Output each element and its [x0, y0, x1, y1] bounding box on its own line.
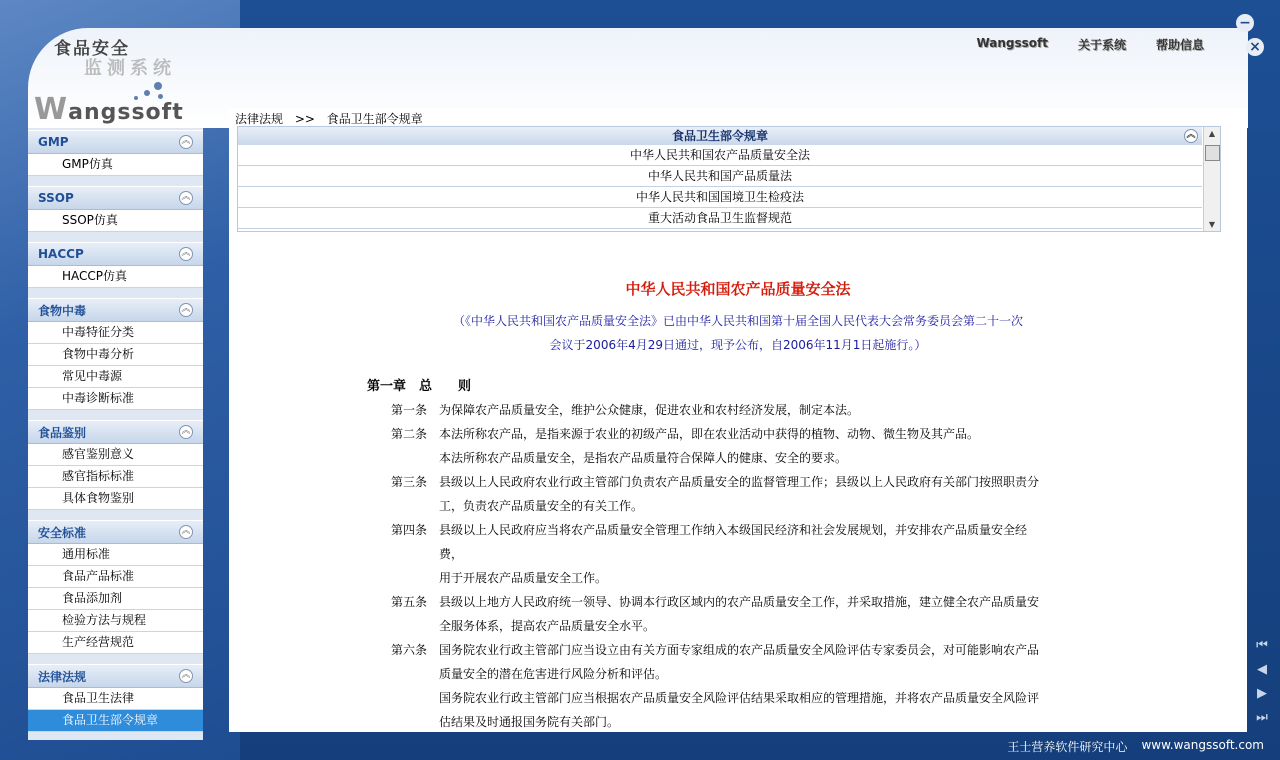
article-line: [391, 422, 1247, 446]
article-text: 工，负责农产品质量安全的有关工作。: [439, 499, 644, 513]
article-number: 第四条: [391, 523, 428, 537]
link-about[interactable]: 关于系统: [1077, 38, 1126, 52]
sidebar-section-6[interactable]: [28, 664, 203, 688]
article-text: 国务院农业行政主管部门应当根据农产品质量安全风险评估结果采取相应的管理措施，并将农产品质量安全风险评: [439, 691, 1040, 705]
close-icon[interactable]: ×: [1246, 38, 1264, 56]
breadcrumb-level2: 食品卫生部令规章: [326, 112, 423, 126]
law-list-header: 食品卫生部令规章 ︽: [238, 127, 1202, 145]
article-text: 全服务体系，提高农产品质量安全水平。: [439, 619, 656, 633]
logo-line1: 食品安全: [54, 39, 130, 59]
prev-page-icon[interactable]: ◀: [1257, 662, 1267, 677]
sidebar-separator: [28, 654, 203, 662]
collapse-icon[interactable]: ︽: [179, 669, 193, 683]
article-line: [391, 446, 1247, 470]
sidebar-item[interactable]: 中毒特征分类: [28, 322, 203, 344]
scroll-down-icon[interactable]: ▼: [1208, 220, 1216, 229]
article-line: [391, 518, 1247, 566]
doc-title: 中华人民共和国农产品质量安全法: [625, 280, 851, 298]
footer-url[interactable]: www.wangssoft.com: [1141, 738, 1264, 752]
collapse-icon[interactable]: ︽: [179, 525, 193, 539]
article-line: [391, 710, 1247, 734]
article-line: [391, 398, 1247, 422]
article-number: [391, 446, 439, 470]
logo-line2: 监测系统: [84, 58, 176, 79]
footer-org: 王士营养软件研究中心: [1007, 740, 1128, 754]
sidebar-item[interactable]: 感官指标标准: [28, 466, 203, 488]
sidebar-item[interactable]: 食物中毒分析: [28, 344, 203, 366]
link-help[interactable]: 帮助信息: [1155, 38, 1204, 52]
document: [229, 278, 1247, 734]
article-number: [391, 614, 439, 638]
sidebar-section-title: 法律法规: [38, 669, 87, 684]
link-wangssoft[interactable]: Wangssoft: [976, 36, 1048, 50]
scroll-up-icon[interactable]: ▲: [1208, 129, 1216, 138]
article-number: [391, 710, 439, 734]
sidebar-section-1[interactable]: [28, 186, 203, 210]
list-item[interactable]: 中华人民共和国农产品质量安全法: [238, 145, 1202, 166]
sidebar-separator: [28, 232, 203, 240]
article-text: 国务院农业行政主管部门应当设立由有关方面专家组成的农产品质量安全风险评估专家委员会，对可能影响农产品: [439, 643, 1040, 657]
list-item[interactable]: 中华人民共和国产品质量法: [238, 166, 1202, 187]
sidebar-section-title: 食品鉴别: [38, 425, 87, 440]
sidebar-separator: [28, 510, 203, 518]
article-number: [391, 662, 439, 686]
first-page-icon[interactable]: ⏮: [1256, 638, 1268, 653]
article-text: 本法所称农产品，是指来源于农业的初级产品，即在农业活动中获得的植物、动物、微生物及其产品。: [439, 427, 980, 441]
collapse-icon[interactable]: ︽: [179, 303, 193, 317]
article-line: [391, 686, 1247, 710]
last-page-icon[interactable]: ⏭: [1256, 710, 1268, 725]
sidebar-section-2[interactable]: [28, 242, 203, 266]
chapter-heading: 第一章 总 则: [367, 379, 472, 394]
sidebar: [28, 128, 203, 732]
article-line: [391, 614, 1247, 638]
sidebar-item[interactable]: 食品产品标准: [28, 566, 203, 588]
sidebar-separator: [28, 176, 203, 184]
collapse-icon[interactable]: ︽: [179, 191, 193, 205]
list-item[interactable]: 重大活动食品卫生监督规范: [238, 208, 1202, 229]
article-text: 估结果及时通报国务院有关部门。: [439, 715, 620, 729]
sidebar-section-title: GMP: [38, 135, 69, 149]
article-text: 县级以上人民政府农业行政主管部门负责农产品质量安全的监督管理工作；县级以上人民政府有关部门按照职责分: [439, 475, 1040, 489]
sidebar-item[interactable]: 感官鉴别意义: [28, 444, 203, 466]
sidebar-section-title: 安全标准: [38, 525, 87, 540]
articles: [229, 398, 1247, 734]
breadcrumb: [235, 110, 431, 127]
sidebar-item[interactable]: SSOP仿真: [28, 210, 203, 232]
article-text: 质量安全的潜在危害进行风险分析和评估。: [439, 667, 668, 681]
article-number: 第三条: [391, 475, 428, 489]
article-line: [391, 638, 1247, 662]
sidebar-item[interactable]: 食品添加剂: [28, 588, 203, 610]
sidebar-item[interactable]: 常见中毒源: [28, 366, 203, 388]
article-text: 用于开展农产品质量安全工作。: [439, 571, 608, 585]
next-page-icon[interactable]: ▶: [1257, 686, 1267, 701]
doc-note: （《中华人民共和国农产品质量安全法》已由中华人民共和国第十届全国人民代表大会常务委员会第二十一次 会议于2006年4月29日通过，现予公布，自2006年11月1日起施行。）: [452, 314, 1023, 352]
sidebar-separator: [28, 410, 203, 418]
collapse-icon[interactable]: ︽: [179, 247, 193, 261]
article-line: [391, 590, 1247, 614]
sidebar-item[interactable]: HACCP仿真: [28, 266, 203, 288]
sidebar-item[interactable]: GMP仿真: [28, 154, 203, 176]
collapse-icon[interactable]: ︽: [1184, 129, 1198, 143]
sidebar-separator: [28, 732, 203, 740]
footer: [1007, 738, 1264, 755]
sidebar-section-4[interactable]: [28, 420, 203, 444]
article-text: 为保障农产品质量安全，维护公众健康，促进农业和农村经济发展，制定本法。: [439, 403, 860, 417]
article-number: 第六条: [391, 643, 428, 657]
article-number: 第一条: [391, 403, 428, 417]
article-number: [391, 686, 439, 710]
article-line: [391, 470, 1247, 494]
sidebar-item[interactable]: 生产经营规范: [28, 632, 203, 654]
list-item[interactable]: 中华人民共和国国境卫生检疫法: [238, 187, 1202, 208]
article-text: 县级以上人民政府应当将农产品质量安全管理工作纳入本级国民经济和社会发展规划，并安排农产品质量安全经费，: [439, 523, 1028, 561]
article-number: 第五条: [391, 595, 428, 609]
sidebar-section-title: SSOP: [38, 191, 74, 205]
sidebar-separator: [28, 288, 203, 296]
sidebar-item[interactable]: 具体食物鉴别: [28, 488, 203, 510]
article-text: 本法所称农产品质量安全，是指农产品质量符合保障人的健康、安全的要求。: [439, 451, 848, 465]
article-number: [391, 566, 439, 590]
sidebar-section-title: 食物中毒: [38, 303, 87, 318]
minimize-icon[interactable]: −: [1236, 14, 1254, 32]
article-text: 县级以上地方人民政府统一领导、协调本行政区域内的农产品质量安全工作，并采取措施，建立健全农产品质量安: [439, 595, 1040, 609]
article-line: [391, 662, 1247, 686]
sidebar-item[interactable]: 通用标准: [28, 544, 203, 566]
collapse-icon[interactable]: ︽: [179, 425, 193, 439]
sidebar-section-0[interactable]: [28, 130, 203, 154]
sidebar-item[interactable]: 食品卫生部令规章: [28, 710, 203, 732]
brand-logo: Wangssoft: [34, 92, 184, 127]
sidebar-section-3[interactable]: [28, 298, 203, 322]
breadcrumb-sep: >>: [294, 112, 315, 126]
article-line: [391, 566, 1247, 590]
top-links: [976, 36, 1204, 53]
sidebar-section-title: HACCP: [38, 247, 84, 261]
article-number: [391, 494, 439, 518]
collapse-icon[interactable]: ︽: [179, 135, 193, 149]
article-line: [391, 494, 1247, 518]
law-list: [237, 126, 1221, 232]
main-content: [229, 108, 1247, 732]
sidebar-section-5[interactable]: [28, 520, 203, 544]
breadcrumb-level1[interactable]: 法律法规: [235, 112, 284, 126]
sidebar-item[interactable]: 中毒诊断标准: [28, 388, 203, 410]
scroll-thumb[interactable]: [1205, 145, 1220, 161]
sidebar-item[interactable]: 检验方法与规程: [28, 610, 203, 632]
list-scrollbar[interactable]: [1203, 127, 1220, 231]
article-number: 第二条: [391, 427, 428, 441]
sidebar-item[interactable]: 食品卫生法律: [28, 688, 203, 710]
